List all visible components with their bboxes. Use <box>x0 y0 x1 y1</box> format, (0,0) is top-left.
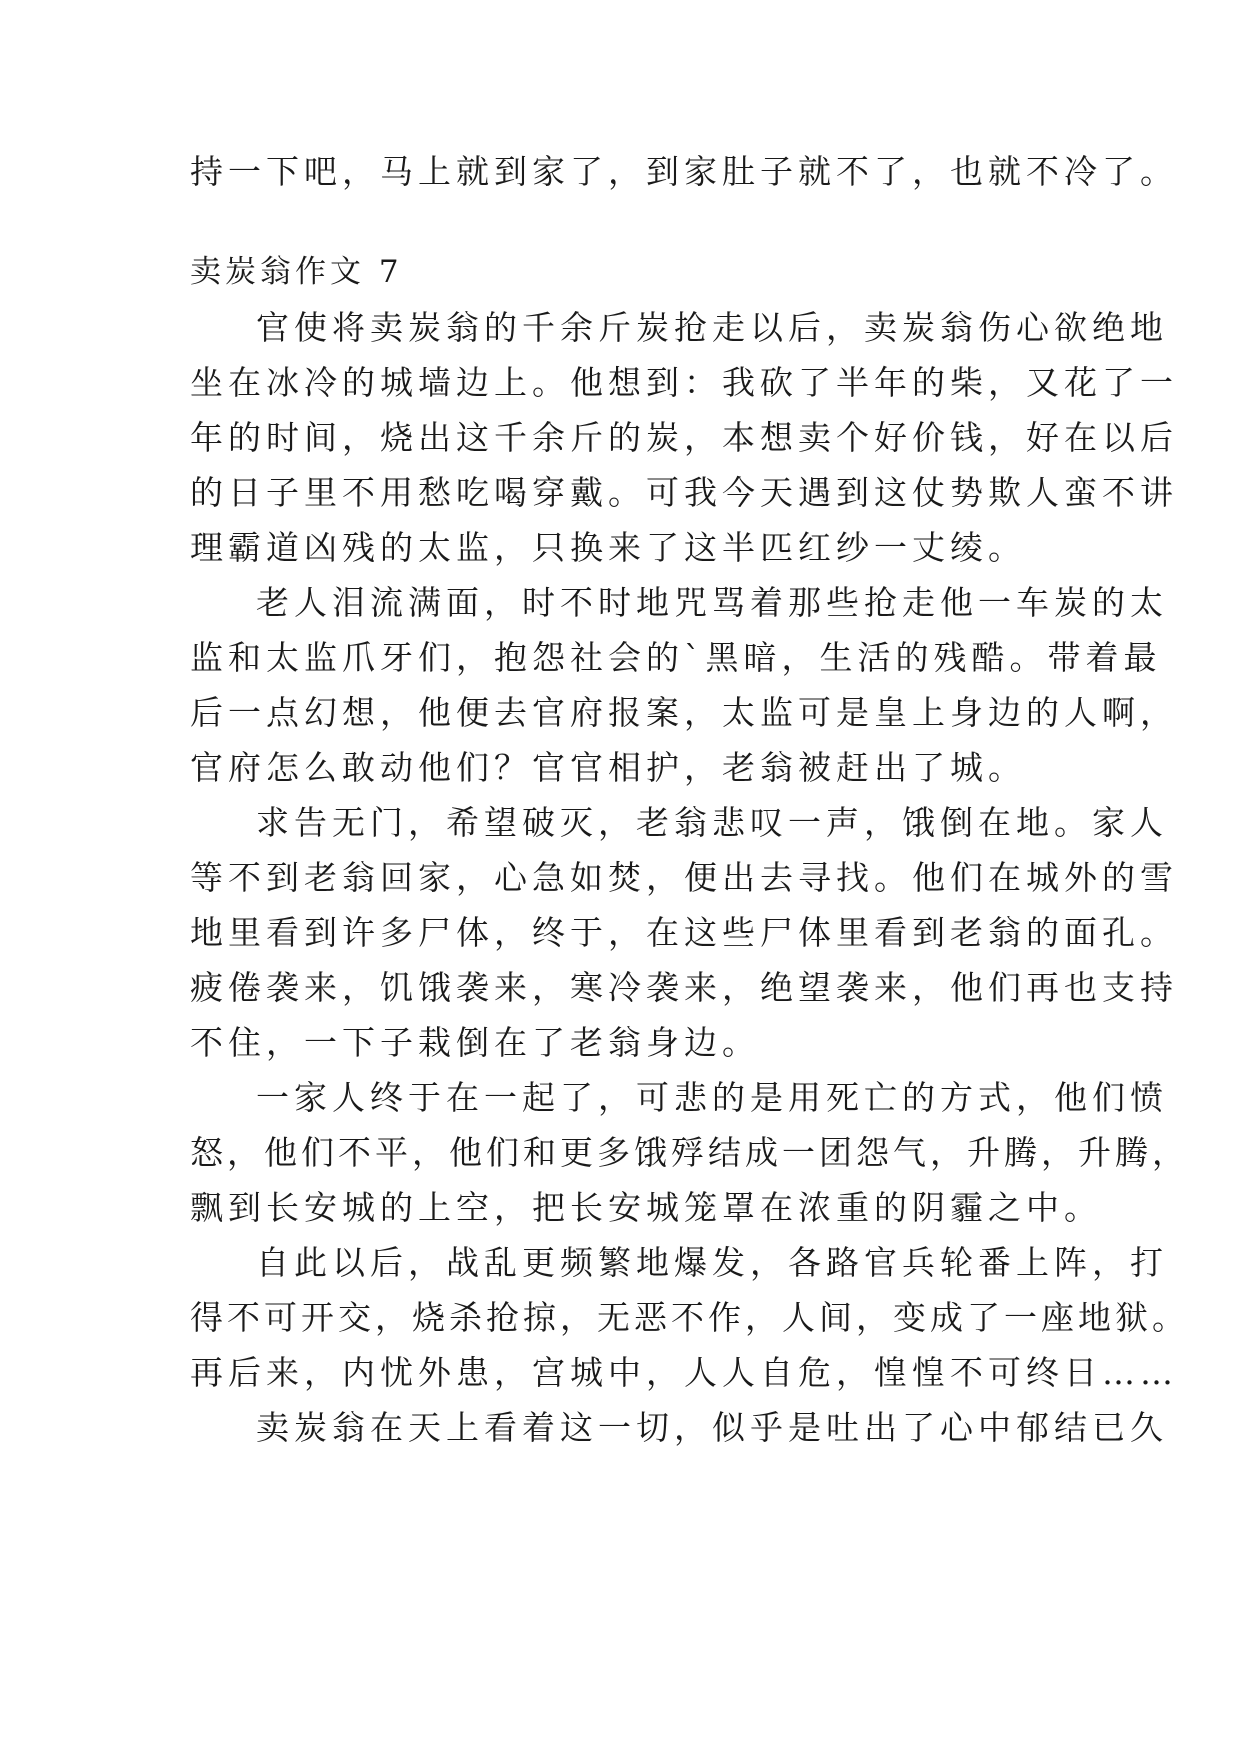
paragraph-line: 地里看到许多尸体，终于，在这些尸体里看到老翁的面孔。 <box>190 913 1178 952</box>
text-line: 持一下吧，马上就到家了，到家肚子就不了，也就不冷了。 <box>190 152 1178 191</box>
section-heading: 卖炭翁作文 7 <box>190 254 403 290</box>
paragraph-line: 理霸道凶残的太监，只换来了这半匹红纱一丈绫。 <box>190 528 1026 567</box>
paragraph-line: 年的时间，烧出这千余斤的炭，本想卖个好价钱，好在以后 <box>190 418 1178 457</box>
paragraph-line: 飘到长安城的上空，把长安城笼罩在浓重的阴霾之中。 <box>190 1188 1102 1227</box>
paragraph-line: 官使将卖炭翁的千余斤炭抢走以后，卖炭翁伤心欲绝地 <box>256 308 1168 347</box>
paragraph-line: 得不可开交，烧杀抢掠，无恶不作，人间，变成了一座地狱。 <box>190 1298 1189 1337</box>
paragraph-line: 怒，他们不平，他们和更多饿殍结成一团怨气，升腾，升腾， <box>190 1133 1189 1172</box>
paragraph-line: 坐在冰冷的城墙边上。他想到：我砍了半年的柴，又花了一 <box>190 363 1178 402</box>
paragraph-line: 求告无门，希望破灭，老翁悲叹一声，饿倒在地。家人 <box>256 803 1168 842</box>
paragraph-line: 自此以后，战乱更频繁地爆发，各路官兵轮番上阵，打 <box>256 1243 1168 1282</box>
paragraph-line: 官府怎么敢动他们？官官相护，老翁被赶出了城。 <box>190 748 1026 787</box>
paragraph-line: 的日子里不用愁吃喝穿戴。可我今天遇到这仗势欺人蛮不讲 <box>190 473 1178 512</box>
paragraph-line: 卖炭翁在天上看着这一切，似乎是吐出了心中郁结已久 <box>256 1408 1168 1447</box>
paragraph-line: 一家人终于在一起了，可悲的是用死亡的方式，他们愤 <box>256 1078 1168 1117</box>
paragraph-line: 监和太监爪牙们，抱怨社会的`黑暗，生活的残酷。带着最 <box>190 638 1162 677</box>
paragraph-line: 再后来，内忧外患，宫城中，人人自危，惶惶不可终日…… <box>190 1353 1178 1392</box>
paragraph-line: 疲倦袭来，饥饿袭来，寒冷袭来，绝望袭来，他们再也支持 <box>190 968 1178 1007</box>
paragraph-line: 不住，一下子栽倒在了老翁身边。 <box>190 1023 760 1062</box>
paragraph-line: 老人泪流满面，时不时地咒骂着那些抢走他一车炭的太 <box>256 583 1168 622</box>
paragraph-line: 等不到老翁回家，心急如焚，便出去寻找。他们在城外的雪 <box>190 858 1178 897</box>
paragraph-line: 后一点幻想，他便去官府报案，太监可是皇上身边的人啊， <box>190 693 1178 732</box>
